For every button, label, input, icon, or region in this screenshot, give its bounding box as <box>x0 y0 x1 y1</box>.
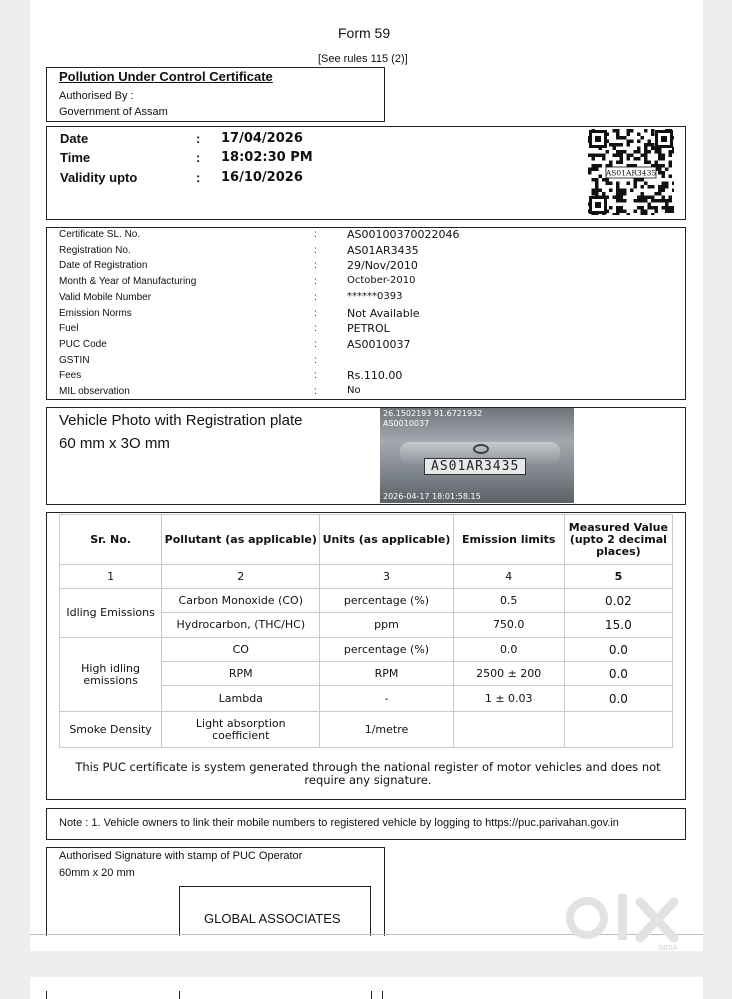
authorised-by-label: Authorised By : <box>59 90 134 102</box>
pollutant-cell: Carbon Monoxide (CO) <box>162 589 320 613</box>
detail-separator: : <box>314 307 317 319</box>
measured-cell: 0.02 <box>564 589 672 613</box>
next-page-strip <box>30 977 703 999</box>
pollutant-cell: Hydrocarbon, (THC/HC) <box>162 613 320 638</box>
validity-value: 16/10/2026 <box>221 170 303 185</box>
vehicle-photo <box>380 408 574 503</box>
detail-value: Rs.110.00 <box>347 369 403 383</box>
detail-separator: : <box>314 229 317 240</box>
detail-label: Month & Year of Manufacturing <box>59 276 197 288</box>
measured-cell: 0.0 <box>564 638 672 662</box>
column-header: Pollutant (as applicable) <box>162 515 320 565</box>
detail-separator: : <box>314 386 317 397</box>
pollutant-cell: RPM <box>162 662 320 686</box>
unit-cell: - <box>320 686 453 712</box>
detail-separator: : <box>314 354 317 366</box>
detail-separator: : <box>314 323 317 335</box>
system-generated-note: This PUC certificate is system generated through the national register of motor vehicles and does not require any signature. <box>75 760 661 787</box>
signature-label: Authorised Signature with stamp of PUC Operator <box>59 850 303 862</box>
group-name-cell: Idling Emissions <box>60 589 162 638</box>
unit-cell: RPM <box>320 662 453 686</box>
measured-cell: 0.0 <box>564 662 672 686</box>
unit-cell: percentage (%) <box>320 638 453 662</box>
group-name-cell: Smoke Density <box>60 712 162 748</box>
detail-label: GSTIN <box>59 354 90 366</box>
detail-label: MIL observation <box>59 386 130 397</box>
detail-value: PETROL <box>347 322 390 336</box>
detail-value: Not Available <box>347 306 420 320</box>
table-row <box>60 589 673 613</box>
date-value: 17/04/2026 <box>221 131 303 146</box>
qr-code-icon <box>588 129 674 215</box>
index-cell: 3 <box>320 565 453 589</box>
limit-cell: 1 ± 0.03 <box>453 686 564 712</box>
table-index-row <box>60 565 673 589</box>
note-text: Note : 1. Vehicle owners to link their mobile numbers to registered vehicle by logging to https://puc.parivahan.gov.in <box>59 817 619 829</box>
limit-cell <box>453 712 564 748</box>
detail-separator: : <box>314 260 317 272</box>
detail-separator: : <box>314 370 317 382</box>
column-header: Measured Value (upto 2 decimal places) <box>564 515 672 565</box>
detail-value: AS0010037 <box>347 337 411 351</box>
detail-value: AS01AR3435 <box>347 243 419 257</box>
olx-watermark-icon <box>562 888 702 952</box>
pollutant-cell: CO <box>162 638 320 662</box>
number-plate: AS01AR3435 <box>424 458 526 475</box>
authorised-by-value: Government of Assam <box>59 106 168 118</box>
unit-cell: percentage (%) <box>320 589 453 613</box>
next-page-mark-4 <box>382 991 383 999</box>
index-cell: 4 <box>453 565 564 589</box>
certificate-title: Pollution Under Control Certificate <box>59 69 273 84</box>
detail-label: Registration No. <box>59 244 131 256</box>
limit-cell: 2500 ± 200 <box>453 662 564 686</box>
detail-separator: : <box>314 291 317 303</box>
column-header: Emission limits <box>453 515 564 565</box>
detail-value: No <box>347 385 361 396</box>
measured-cell: 15.0 <box>564 613 672 638</box>
detail-separator: : <box>314 276 317 288</box>
detail-label: Certificate SL. No. <box>59 229 141 240</box>
time-separator: : <box>196 150 201 165</box>
photo-stamp-top: 26.1502193 91.6721932 <box>383 409 483 418</box>
unit-cell: ppm <box>320 613 453 638</box>
emissions-table <box>59 514 673 748</box>
column-header: Units (as applicable) <box>320 515 453 565</box>
qr-label: AS01AR3435 <box>605 168 657 178</box>
detail-label: Fees <box>59 370 82 382</box>
table-row <box>60 712 673 748</box>
detail-label: Fuel <box>59 323 79 335</box>
index-cell: 1 <box>60 565 162 589</box>
date-label: Date <box>60 131 89 146</box>
photo-caption-line2: 60 mm x 3O mm <box>59 435 170 452</box>
measured-cell: 0.0 <box>564 686 672 712</box>
limit-cell: 0.5 <box>453 589 564 613</box>
column-header: Sr. No. <box>60 515 162 565</box>
date-separator: : <box>196 131 201 146</box>
detail-label: Valid Mobile Number <box>59 291 152 303</box>
index-cell: 5 <box>564 565 672 589</box>
rule-reference: [See rules 115 (2)] <box>318 53 408 65</box>
pollutant-cell: Lambda <box>162 686 320 712</box>
detail-separator: : <box>314 244 317 256</box>
detail-label: Emission Norms <box>59 307 132 319</box>
measured-cell <box>564 712 672 748</box>
time-label: Time <box>60 150 91 165</box>
index-cell: 2 <box>162 565 320 589</box>
time-value: 18:02:30 PM <box>221 150 313 165</box>
limit-cell: 0.0 <box>453 638 564 662</box>
detail-label: PUC Code <box>59 338 107 350</box>
detail-value: 29/Nov/2010 <box>347 259 418 273</box>
form-title: Form 59 <box>338 25 391 41</box>
unit-cell: 1/metre <box>320 712 453 748</box>
next-page-mark-1 <box>46 991 47 999</box>
validity-separator: : <box>196 170 201 185</box>
operator-name: GLOBAL ASSOCIATES <box>204 911 341 926</box>
detail-value: ******0393 <box>347 290 403 302</box>
limit-cell: 750.0 <box>453 613 564 638</box>
signature-size: 60mm x 20 mm <box>59 867 135 879</box>
detail-value: October-2010 <box>347 275 416 287</box>
group-name-cell: High idling emissions <box>60 638 162 712</box>
next-page-mark-3 <box>371 991 372 999</box>
detail-value: AS00100370022046 <box>347 228 460 241</box>
table-row <box>60 638 673 662</box>
next-page-mark-2 <box>179 991 180 999</box>
photo-stamp-bottom: 2026-04-17 18:01:58.15 <box>383 492 481 501</box>
detail-label: Date of Registration <box>59 260 148 272</box>
detail-separator: : <box>314 338 317 350</box>
validity-label: Validity upto <box>60 170 138 185</box>
pollutant-cell: Light absorption coefficient <box>162 712 320 748</box>
photo-caption-line1: Vehicle Photo with Registration plate <box>59 412 303 429</box>
photo-stamp-code: AS0010037 <box>383 419 430 428</box>
watermark-sub: INDIA <box>658 944 678 952</box>
table-header-row <box>60 515 673 565</box>
